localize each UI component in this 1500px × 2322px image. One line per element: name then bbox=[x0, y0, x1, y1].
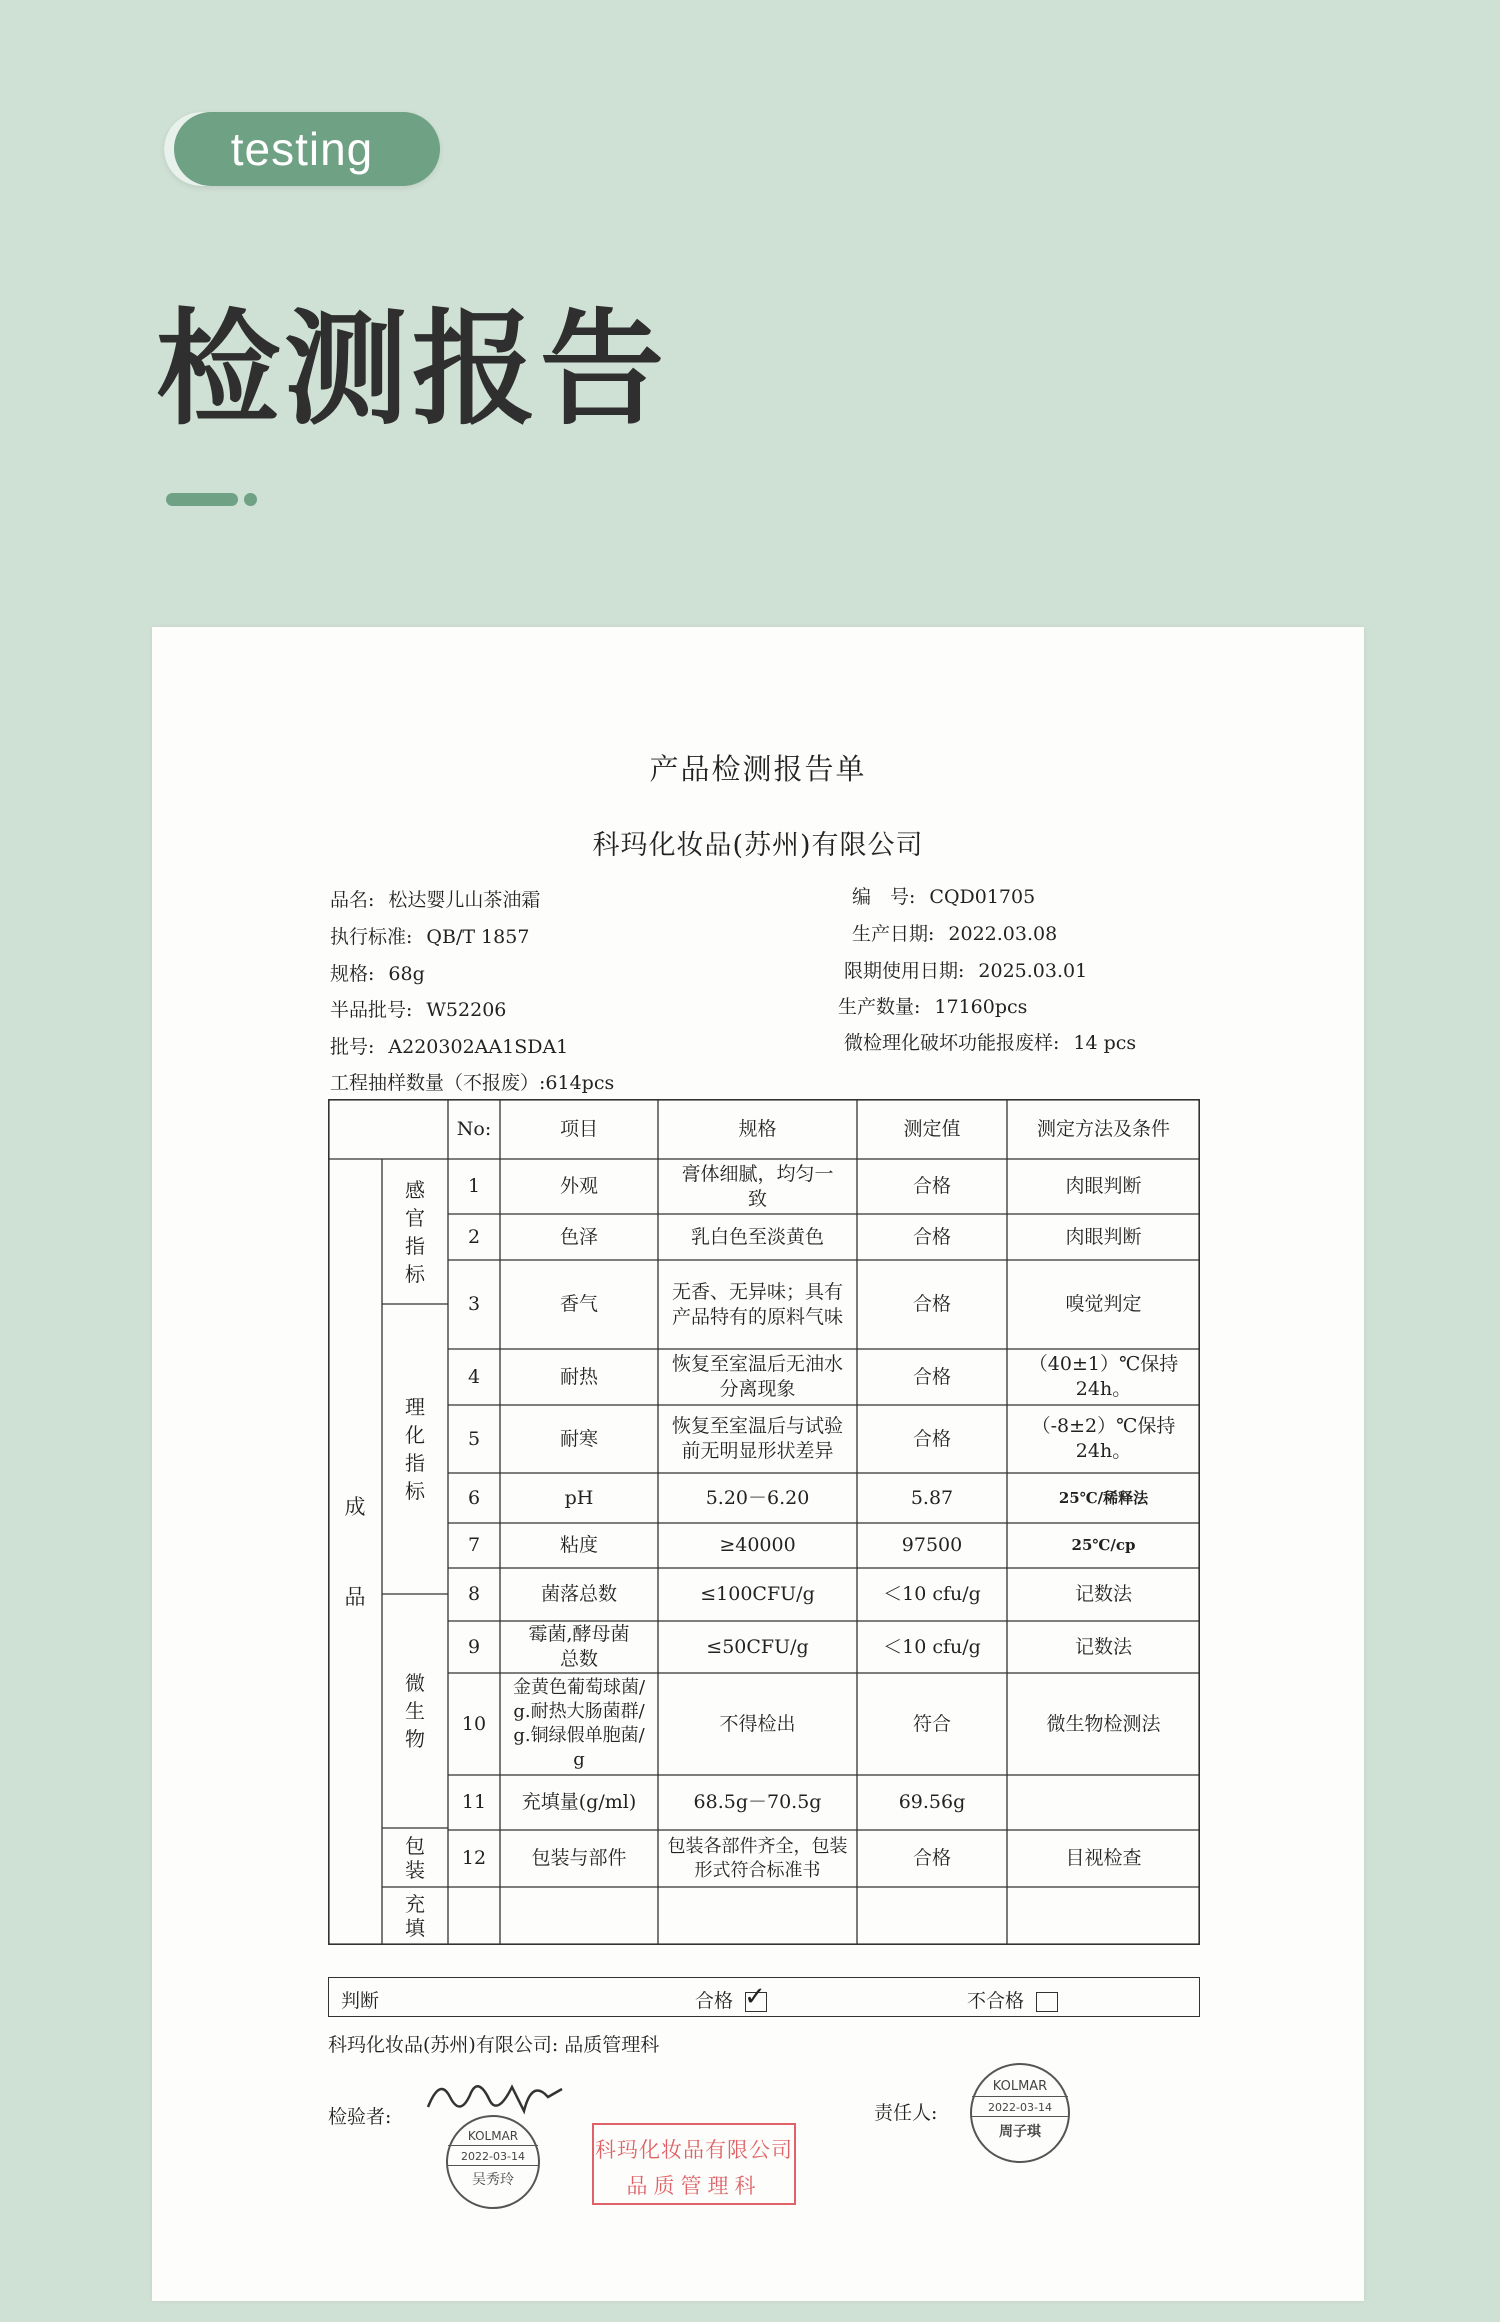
row-12-spec: 包装各部件齐全，包装形式符合标准书 bbox=[667, 1835, 848, 1881]
field-destructive-value: 14 pcs bbox=[1073, 1032, 1137, 1054]
field-prod-date-value: 2022.03.08 bbox=[948, 923, 1058, 945]
field-semi-batch bbox=[330, 995, 506, 1022]
field-expiry bbox=[844, 956, 1087, 983]
report-company: 科玛化妆品(苏州)有限公司 bbox=[592, 830, 924, 861]
row-6-method: 25℃/稀释法 bbox=[1058, 1488, 1149, 1507]
field-standard-value: QB/T 1857 bbox=[426, 926, 530, 948]
row-6-item: pH bbox=[564, 1486, 594, 1509]
row-2-spec: 乳白色至淡黄色 bbox=[690, 1225, 824, 1248]
row-12-no: 12 bbox=[461, 1847, 487, 1869]
row-7-item: 粘度 bbox=[559, 1534, 598, 1556]
field-quantity-value: 17160pcs bbox=[934, 996, 1028, 1018]
row-4-no: 4 bbox=[467, 1365, 481, 1388]
seal-line-1: 科玛化妆品有限公司 bbox=[595, 2138, 793, 2162]
row-1-no: 1 bbox=[467, 1175, 481, 1197]
field-expiry-value: 2025.03.01 bbox=[978, 960, 1088, 982]
row-1-method: 肉眼判断 bbox=[1065, 1175, 1142, 1197]
responsible-stamp bbox=[970, 2063, 1070, 2163]
row-9-item: 霉菌,酵母菌总数 bbox=[528, 1623, 630, 1670]
row-2-item: 色泽 bbox=[559, 1225, 598, 1248]
field-prod-date bbox=[852, 919, 1057, 946]
accent-bar bbox=[166, 493, 238, 506]
field-batch-value: A220302AA1SDA1 bbox=[388, 1036, 569, 1058]
field-sample-value: 614pcs bbox=[545, 1072, 615, 1094]
row-6-spec: 5.20－6.20 bbox=[705, 1486, 810, 1509]
row-3-no: 3 bbox=[467, 1293, 481, 1315]
judgement-fail-label: 不合格 bbox=[967, 1990, 1025, 2012]
judgement-label: 判断 bbox=[341, 1990, 380, 2012]
quality-dept: 科玛化妆品(苏州)有限公司: 品质管理科 bbox=[328, 2034, 660, 2056]
row-9-value: ＜10 cfu/g bbox=[883, 1635, 981, 1658]
row-8-item: 菌落总数 bbox=[540, 1583, 617, 1605]
row-10-item: 金黄色葡萄球菌/g.耐热大肠菌群/g.铜绿假单胞菌/g bbox=[512, 1677, 646, 1770]
responsible-stamp-date: 2022-03-14 bbox=[972, 2101, 1068, 2117]
group-sensory: 感官指标 bbox=[405, 1177, 425, 1286]
inspector-stamp-date: 2022-03-14 bbox=[448, 2150, 538, 2166]
field-quantity bbox=[838, 992, 1027, 1019]
responsible-label: 责任人: bbox=[874, 2102, 938, 2124]
row-12-method: 目视检查 bbox=[1065, 1847, 1142, 1869]
header-value: 测定值 bbox=[903, 1117, 961, 1140]
row-8-no: 8 bbox=[467, 1583, 481, 1605]
row-5-method: （-8±2）℃保持 24h。 bbox=[1031, 1415, 1176, 1462]
row-7-no: 7 bbox=[467, 1534, 481, 1556]
row-11-value: 69.56g bbox=[898, 1791, 966, 1813]
field-spec-value: 68g bbox=[388, 963, 425, 985]
field-semi-batch-label: 半品批号: bbox=[330, 999, 413, 1021]
field-quantity-label: 生产数量: bbox=[838, 996, 921, 1018]
row-11-spec: 68.5g－70.5g bbox=[693, 1791, 822, 1813]
row-4-value: 合格 bbox=[912, 1365, 951, 1388]
row-12-value: 合格 bbox=[912, 1847, 951, 1869]
judgement-fail bbox=[967, 1986, 1058, 2013]
testing-badge: testing bbox=[164, 112, 440, 186]
group-physchem: 理化指标 bbox=[405, 1395, 425, 1503]
row-3-item: 香气 bbox=[559, 1293, 598, 1315]
row-4-method: （40±1）℃保持 24h。 bbox=[1028, 1353, 1179, 1400]
row-7-method: 25℃/cp bbox=[1071, 1536, 1136, 1554]
row-7-value: 97500 bbox=[901, 1534, 963, 1556]
row-8-method: 记数法 bbox=[1074, 1583, 1132, 1605]
row-3-spec: 无香、无异味；具有产品特有的原料气味 bbox=[671, 1280, 843, 1328]
field-expiry-label: 限期使用日期: bbox=[844, 960, 965, 982]
field-destructive-label: 微检理化破坏功能报废样: bbox=[844, 1032, 1060, 1054]
field-batch-label: 批号: bbox=[330, 1036, 375, 1058]
header-no: No: bbox=[456, 1117, 492, 1140]
field-product-label: 品名: bbox=[330, 889, 375, 911]
field-standard-label: 执行标准: bbox=[330, 926, 413, 948]
field-sample bbox=[330, 1068, 614, 1095]
field-code-label: 编 号: bbox=[852, 886, 916, 908]
row-7-spec: ≥40000 bbox=[719, 1534, 796, 1556]
row-5-value: 合格 bbox=[912, 1427, 951, 1450]
row-4-spec: 恢复至室温后无油水分离现象 bbox=[671, 1353, 843, 1400]
inspector-stamp-name: 吴秀玲 bbox=[472, 2172, 514, 2188]
row-11-method bbox=[1007, 1775, 1200, 1830]
results-table bbox=[328, 1099, 1200, 1945]
row-9-method: 记数法 bbox=[1074, 1635, 1132, 1658]
field-batch bbox=[330, 1032, 568, 1059]
field-sample-label: 工程抽样数量（不报废）: bbox=[330, 1072, 546, 1094]
fail-checkbox bbox=[1036, 1992, 1058, 2012]
row-1-spec: 膏体细腻，均匀一致 bbox=[681, 1162, 834, 1210]
group-pack: 包装 bbox=[405, 1833, 425, 1882]
report-document bbox=[152, 627, 1364, 2301]
report-title: 产品检测报告单 bbox=[649, 752, 867, 786]
responsible-stamp-brand: KOLMAR bbox=[972, 2079, 1068, 2097]
row-9-spec: ≤50CFU/g bbox=[706, 1635, 809, 1658]
row-2-value: 合格 bbox=[912, 1225, 951, 1248]
row-5-no: 5 bbox=[467, 1427, 481, 1450]
inspector-stamp-brand: KOLMAR bbox=[448, 2129, 538, 2146]
header-spec: 规格 bbox=[738, 1117, 777, 1140]
judgement-pass bbox=[695, 1982, 767, 2013]
field-destructive bbox=[844, 1028, 1136, 1055]
row-6-no: 6 bbox=[467, 1486, 481, 1509]
accent-dot bbox=[244, 493, 257, 506]
quality-dept-seal bbox=[592, 2123, 796, 2205]
field-prod-date-label: 生产日期: bbox=[852, 923, 935, 945]
field-code-value: CQD01705 bbox=[929, 886, 1036, 908]
row-5-spec: 恢复至室温后与试验前无明显形状差异 bbox=[671, 1415, 843, 1462]
judgement-pass-label: 合格 bbox=[695, 1990, 734, 2012]
category-finished-product: 成品 bbox=[344, 1495, 366, 1609]
row-9-no: 9 bbox=[467, 1635, 481, 1658]
row-3-method: 嗅觉判定 bbox=[1065, 1293, 1142, 1315]
row-6-value: 5.87 bbox=[910, 1486, 954, 1509]
row-1-value: 合格 bbox=[912, 1175, 951, 1197]
seal-line-2: 品质管理科 bbox=[626, 2174, 762, 2198]
row-2-method: 肉眼判断 bbox=[1065, 1225, 1142, 1248]
page-title: 检测报告 bbox=[156, 298, 669, 442]
row-11-item: 充填量(g/ml) bbox=[521, 1791, 637, 1813]
group-micro: 微生物 bbox=[405, 1671, 425, 1751]
row-5-item: 耐寒 bbox=[559, 1427, 598, 1450]
row-10-no: 10 bbox=[461, 1712, 487, 1735]
inspector-stamp bbox=[446, 2115, 540, 2209]
row-1-item: 外观 bbox=[559, 1175, 598, 1197]
field-semi-batch-value: W52206 bbox=[426, 999, 507, 1021]
inspector-label: 检验者: bbox=[328, 2106, 392, 2128]
field-code bbox=[852, 882, 1035, 909]
row-8-value: ＜10 cfu/g bbox=[883, 1583, 981, 1605]
judgement-row bbox=[328, 1977, 1200, 2017]
responsible-stamp-name: 周子琪 bbox=[999, 2124, 1041, 2140]
group-fill: 充填 bbox=[405, 1892, 425, 1940]
field-product bbox=[330, 885, 540, 912]
row-12-item: 包装与部件 bbox=[531, 1847, 627, 1869]
field-standard bbox=[330, 922, 529, 949]
row-3-value: 合格 bbox=[912, 1293, 951, 1315]
field-spec bbox=[330, 959, 425, 986]
header-item: 项目 bbox=[559, 1117, 598, 1140]
field-spec-label: 规格: bbox=[330, 963, 375, 985]
row-10-value: 符合 bbox=[912, 1712, 951, 1735]
row-10-spec: 不得检出 bbox=[719, 1712, 796, 1735]
row-10-method: 微生物检测法 bbox=[1046, 1712, 1161, 1735]
row-8-spec: ≤100CFU/g bbox=[700, 1583, 815, 1605]
row-2-no: 2 bbox=[467, 1225, 481, 1248]
field-product-value: 松达婴儿山茶油霜 bbox=[388, 889, 541, 911]
pass-checkbox bbox=[744, 1982, 767, 2012]
row-4-item: 耐热 bbox=[559, 1365, 598, 1388]
checkmark-icon: ✓ bbox=[744, 1982, 766, 2012]
row-11-no: 11 bbox=[461, 1791, 487, 1813]
header-method: 测定方法及条件 bbox=[1036, 1117, 1170, 1140]
